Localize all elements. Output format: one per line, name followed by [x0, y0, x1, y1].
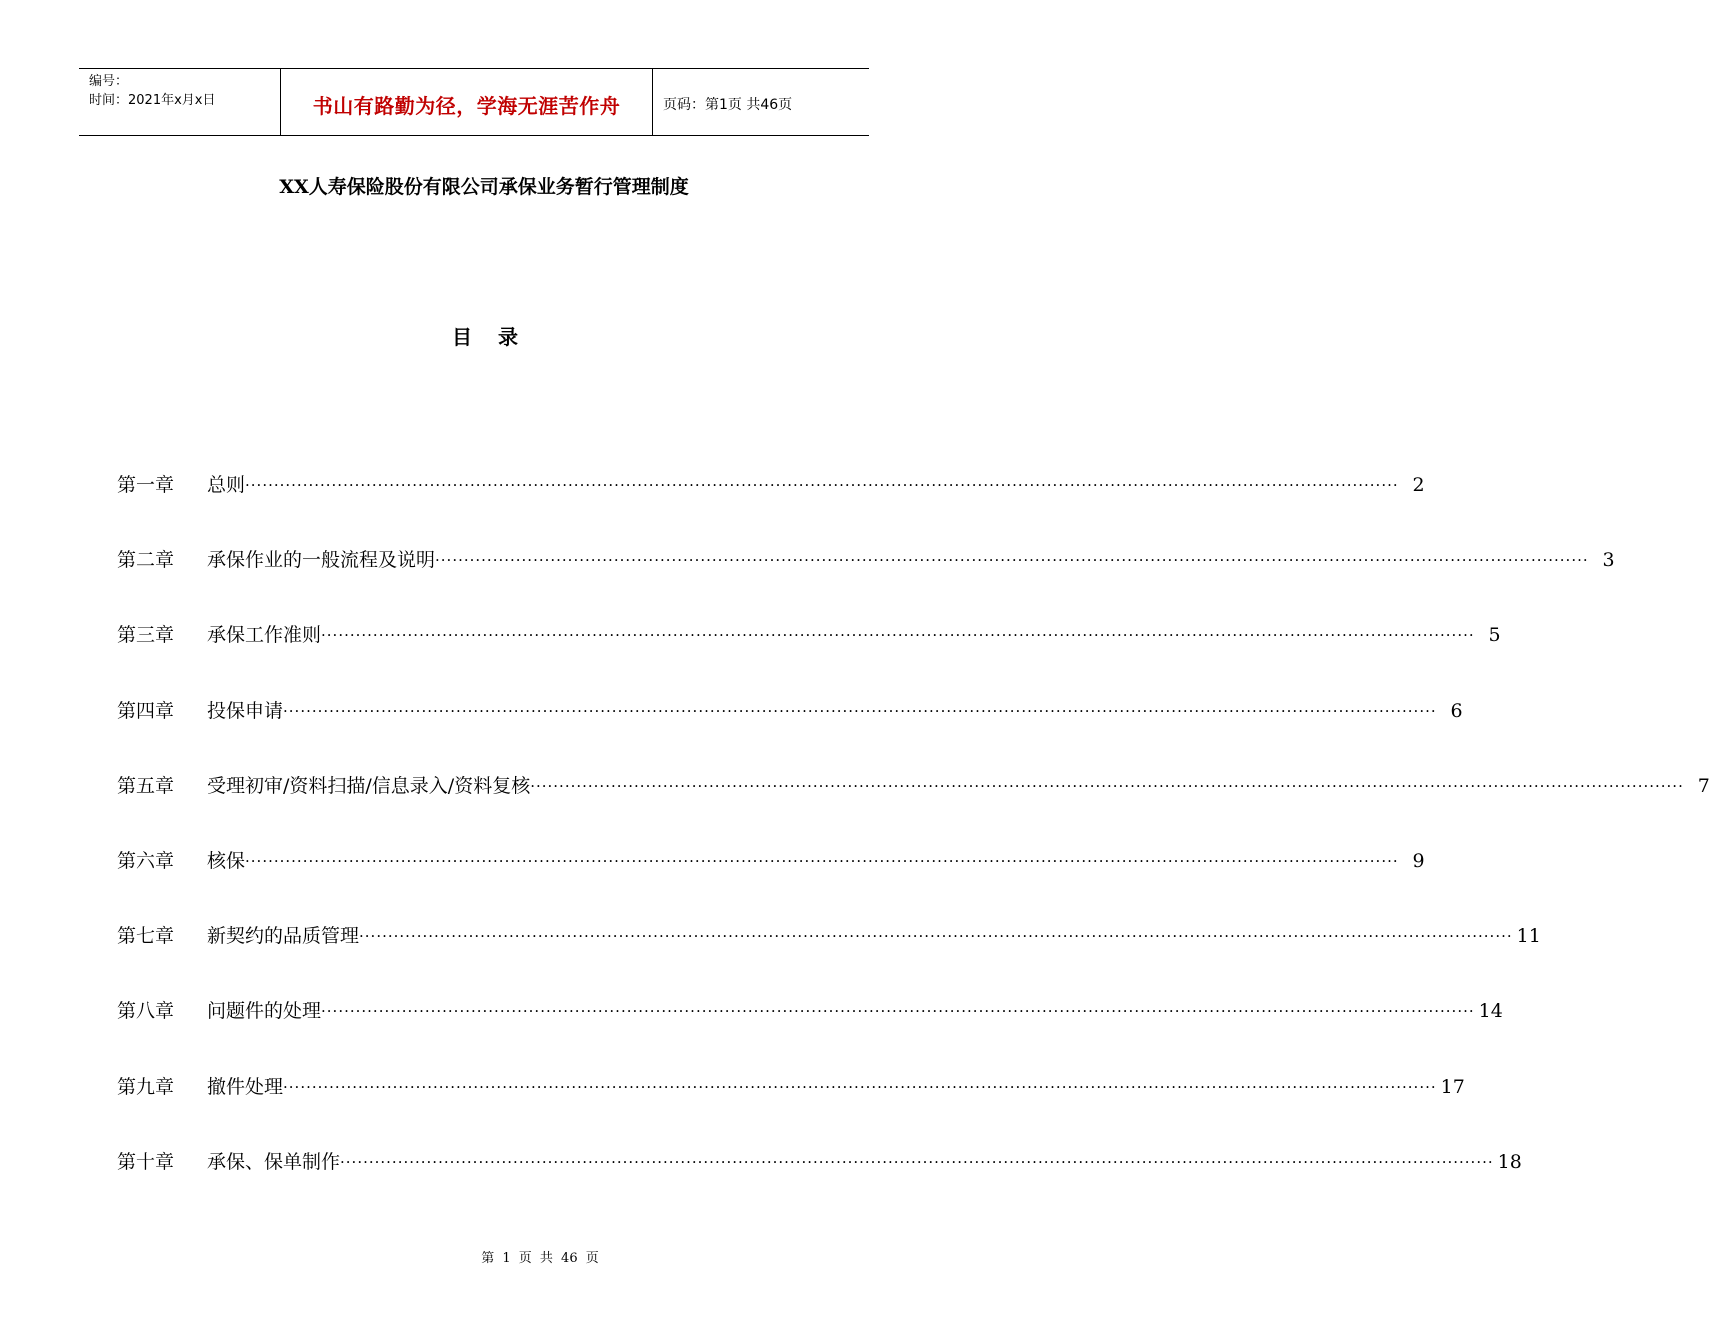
- toc-chapter-label: 第八章: [117, 1000, 175, 1023]
- toc-page-number: 18: [1497, 1150, 1522, 1173]
- toc-chapter-title: 投保申请: [207, 699, 284, 722]
- toc-page-number: 7: [1697, 774, 1710, 797]
- toc-chapter-label: 第一章: [117, 474, 175, 496]
- toc-chapter-label: 第六章: [117, 849, 175, 872]
- toc-dot-leader: ········································································································································································································: [321, 1002, 1475, 1021]
- toc-chapter-label: 第二章: [117, 549, 175, 572]
- toc-dot-leader: ········································································································································································································: [530, 776, 1684, 795]
- toc-chapter-label: 第九章: [117, 1075, 175, 1098]
- header-meta: [79, 69, 280, 135]
- document-time-label: 时间：2021年x月x日: [89, 93, 216, 108]
- toc-chapter-title: 总则: [207, 474, 246, 496]
- page-header: [79, 68, 869, 136]
- toc-chapter-label: 第三章: [117, 624, 175, 647]
- toc-entry[interactable]: [117, 846, 1425, 921]
- toc-dot-leader: ········································································································································································································: [245, 476, 1399, 494]
- toc-dot-leader: ········································································································································································································: [245, 851, 1399, 870]
- toc-chapter-title: 承保作业的一般流程及说明: [207, 549, 436, 572]
- header-page-info: 页码：第1页 共46页: [663, 97, 793, 113]
- toc-chapter-title: 问题件的处理: [207, 1000, 322, 1023]
- toc-chapter-label: 第五章: [117, 774, 175, 797]
- toc-entry[interactable]: [117, 545, 1615, 620]
- toc-heading: 目录: [452, 325, 544, 349]
- toc-page-number: 17: [1440, 1075, 1465, 1098]
- toc-dot-leader: ········································································································································································································: [435, 551, 1589, 570]
- toc-page-number: 11: [1516, 925, 1541, 948]
- page-footer: 第 1 页 共 46 页: [481, 1251, 599, 1266]
- toc-chapter-title: 受理初审/资料扫描/信息录入/资料复核: [207, 774, 531, 797]
- toc-dot-leader: ········································································································································································································: [283, 701, 1437, 720]
- toc-entry[interactable]: [117, 996, 1503, 1071]
- toc-dot-leader: ········································································································································································································: [340, 1152, 1494, 1171]
- toc-page-number: 5: [1488, 624, 1501, 647]
- toc-chapter-label: 第十章: [117, 1150, 175, 1173]
- toc-chapter-title: 核保: [207, 849, 246, 872]
- header-motto-cell: [280, 69, 653, 135]
- toc-chapter-title: 撤件处理: [207, 1075, 284, 1098]
- toc-entry[interactable]: [117, 620, 1501, 695]
- toc-entry[interactable]: [117, 470, 1425, 545]
- toc-entry[interactable]: [117, 696, 1463, 771]
- toc-entry[interactable]: [117, 1072, 1465, 1147]
- toc-dot-leader: ········································································································································································································: [283, 1077, 1437, 1096]
- toc-chapter-label: 第四章: [117, 699, 175, 722]
- toc-page-number: 6: [1450, 699, 1463, 722]
- toc-page-number: 3: [1602, 549, 1615, 572]
- document-title: XX人寿保险股份有限公司承保业务暂行管理制度: [279, 176, 689, 198]
- toc-chapter-title: 承保工作准则: [207, 624, 322, 647]
- header-page-info-cell: [653, 69, 869, 135]
- table-of-contents: [117, 470, 1710, 1222]
- toc-page-number: 9: [1412, 849, 1425, 872]
- toc-chapter-label: 第七章: [117, 925, 175, 948]
- header-motto: 书山有路勤为径，学海无涯苦作舟: [312, 93, 621, 118]
- toc-chapter-title: 新契约的品质管理: [207, 925, 360, 948]
- toc-dot-leader: ········································································································································································································: [321, 626, 1475, 645]
- toc-entry[interactable]: [117, 1147, 1522, 1222]
- toc-dot-leader: ········································································································································································································: [359, 927, 1513, 946]
- toc-chapter-title: 承保、保单制作: [207, 1150, 341, 1173]
- toc-page-number: 2: [1412, 474, 1425, 496]
- document-number-label: 编号：: [89, 74, 129, 89]
- toc-entry[interactable]: [117, 771, 1710, 846]
- toc-page-number: 14: [1478, 1000, 1503, 1023]
- toc-entry[interactable]: [117, 921, 1541, 996]
